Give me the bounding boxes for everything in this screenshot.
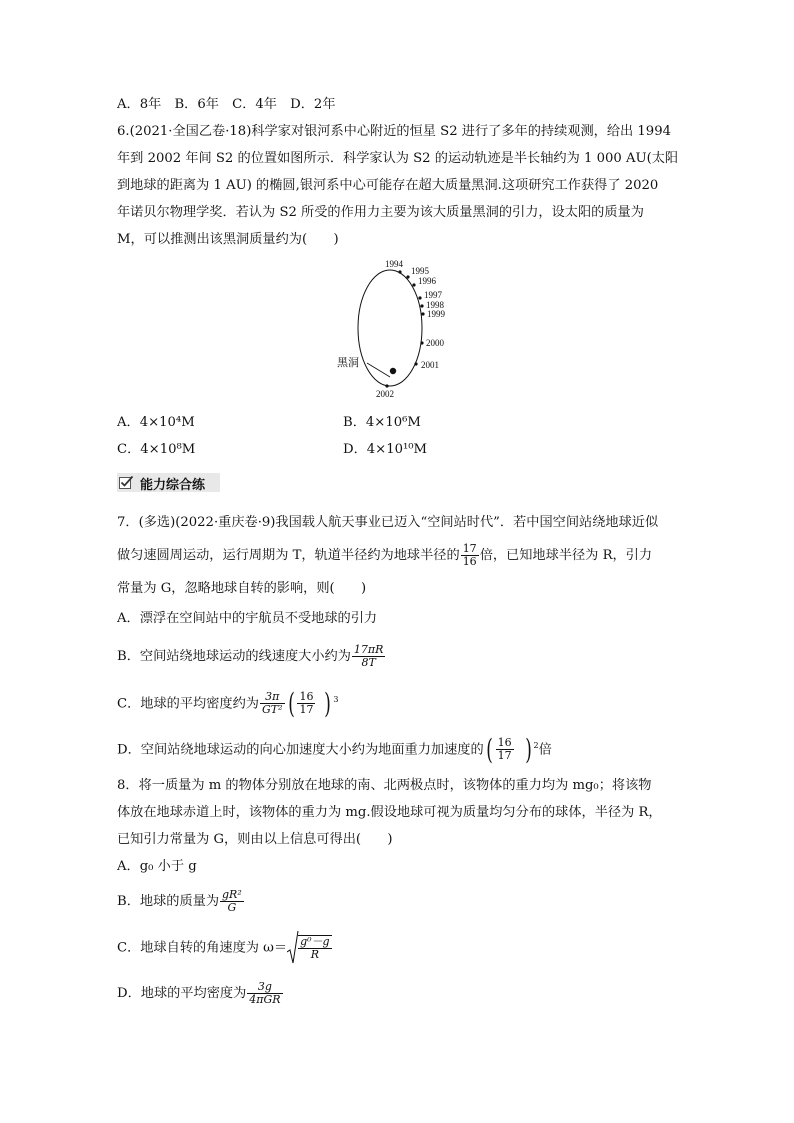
q7-line2-b: 倍，已知地球半径为 R，引力 xyxy=(479,548,653,563)
fraction-denominator: 4πGR xyxy=(249,993,281,1006)
fraction-denominator: G xyxy=(227,901,237,914)
year-2001: 2001 xyxy=(421,360,439,370)
q8-option-b[interactable] xyxy=(117,884,245,920)
fraction-denominator: R xyxy=(310,948,319,961)
q8-stem-line2: 体放在地球赤道上时，该物体的重力为 mg.假设地球可视为质量均匀分布的球体，半径为 R， xyxy=(117,805,662,820)
q7-option-d-tail: 倍 xyxy=(538,742,552,758)
year-1994: 1994 xyxy=(385,259,403,269)
q7-option-c[interactable] xyxy=(117,682,338,722)
blackhole-label: 黑洞 xyxy=(337,357,359,369)
q5-options: A．8年 B．6年 C．4年 D．2年 xyxy=(117,97,336,112)
fraction-denominator: 16 xyxy=(462,555,477,568)
q7-option-b-fraction xyxy=(352,644,386,669)
q8-stem-line3: 已知引力常量为 G，则由以上信息可得出( ) xyxy=(117,832,393,847)
section-header xyxy=(117,473,220,492)
fraction-denominator: 17 xyxy=(299,703,314,717)
q7-option-c-fraction xyxy=(260,691,285,716)
q7-stem-line3: 常量为 G，忽略地球自转的影响，则( ) xyxy=(117,581,367,596)
s2-orbit-figure xyxy=(330,255,470,405)
year-1995: 1995 xyxy=(411,266,429,276)
q8-option-b-text: B．地球的质量为 xyxy=(117,894,220,909)
q7-option-c-inner-fraction xyxy=(297,691,315,716)
fraction-numerator: 3π xyxy=(260,691,285,704)
q8-stem-line1: 8．将一质量为 m 的物体分别放在地球的南、北两极点时，该物体的重力均为 mg₀；将该物 xyxy=(117,778,652,793)
q7-stem-line2 xyxy=(117,541,652,571)
q8-option-d[interactable] xyxy=(117,976,284,1012)
q6-stem-line5: M，可以推测出该黑洞质量约为( ) xyxy=(117,232,339,247)
q8-option-d-fraction xyxy=(247,981,282,1006)
q6-stem-line2: 年到 2002 年间 S2 的位置如图所示．科学家认为 S2 的运动轨迹是半长轴约为 1 000 AU(太阳 xyxy=(117,151,679,166)
q8-option-c-fraction xyxy=(298,935,332,961)
left-paren: ( xyxy=(287,686,295,720)
fraction-numerator: 16 xyxy=(497,736,512,750)
fraction-denominator: GT² xyxy=(261,703,283,717)
blackhole-dot xyxy=(390,368,396,374)
q7-option-c-text: C．地球的平均密度约为 xyxy=(117,696,259,712)
q8-option-b-fraction xyxy=(220,889,244,914)
q7-option-c-exponent: 3 xyxy=(333,695,339,704)
q7-ratio-fraction xyxy=(461,543,479,568)
fraction-numerator: gR² xyxy=(222,888,242,901)
q6-stem-line4: 年诺贝尔物理学奖．若认为 S2 所受的作用力主要为该大质量黑洞的引力，设太阳的质量为 xyxy=(117,205,644,220)
orbit-ellipse xyxy=(358,270,422,386)
q7-option-a[interactable]: A．漂浮在空间站中的宇航员不受地球的引力 xyxy=(117,611,378,626)
year-1996: 1996 xyxy=(418,276,436,286)
year-2002: 2002 xyxy=(376,389,394,399)
q6-option-c[interactable]: C．4×10⁸M xyxy=(117,442,196,457)
fraction-numerator: 16 xyxy=(299,690,314,704)
q8-option-a[interactable]: A．g₀ 小于 g xyxy=(117,859,197,874)
fraction-numerator: g⁰－g xyxy=(300,935,330,948)
q7-line2-a: 做匀速圆周运动，运行周期为 T，轨道半径约为地球半径的 xyxy=(117,548,460,563)
q6-stem-line3: 到地球的距离为 1 AU) 的椭圆,银河系中心可能存在超大质量黑洞.这项研究工作获得了 2020 xyxy=(117,178,659,193)
right-paren: ) xyxy=(524,732,532,766)
year-1999: 1999 xyxy=(427,309,445,319)
q8-option-c-text: C．地球自转的角速度为 ω＝ xyxy=(117,940,288,956)
section-title: 能力综合练 xyxy=(140,478,206,493)
fraction-denominator: 17 xyxy=(497,749,512,763)
fraction-numerator: 3g xyxy=(247,981,282,994)
year-2000: 2000 xyxy=(426,338,444,348)
q6-option-b[interactable]: B．4×10⁶M xyxy=(343,415,421,430)
q7-option-d-text: D．空间站绕地球运动的向心加速度大小约为地面重力加速度的 xyxy=(117,742,484,758)
q7-option-b-text: B．空间站绕地球运动的线速度大小约为 xyxy=(117,649,351,664)
left-paren: ( xyxy=(485,732,493,766)
q7-option-d-exponent: 2 xyxy=(533,741,539,750)
q7-option-b[interactable] xyxy=(117,640,386,674)
year-1997: 1997 xyxy=(424,290,442,300)
q6-option-d[interactable]: D．4×10¹⁰M xyxy=(343,442,428,457)
year-1998: 1998 xyxy=(426,300,444,310)
q7-option-d[interactable] xyxy=(117,728,552,768)
checkbox-check-icon xyxy=(119,475,134,489)
fraction-numerator: 17 xyxy=(462,542,477,555)
fraction-denominator: 8T xyxy=(361,656,376,669)
q6-option-a[interactable]: A．4×10⁴M xyxy=(117,415,195,430)
fraction-numerator: 17πR xyxy=(353,643,384,656)
q7-stem-line1: 7．(多选)(2022·重庆卷·9)我国载人航天事业已迈入“空间站时代”．若中国空间站绕地球近似 xyxy=(117,515,659,530)
q8-option-c[interactable] xyxy=(117,928,333,969)
q7-option-d-fraction xyxy=(496,737,514,762)
q8-option-d-text: D．地球的平均密度为 xyxy=(117,986,247,1001)
q6-stem-line1: 6.(2021·全国乙卷·18)科学家对银河系中心附近的恒星 S2 进行了多年的持续观测，给出 1994 xyxy=(117,124,671,139)
right-paren: ) xyxy=(324,686,332,720)
